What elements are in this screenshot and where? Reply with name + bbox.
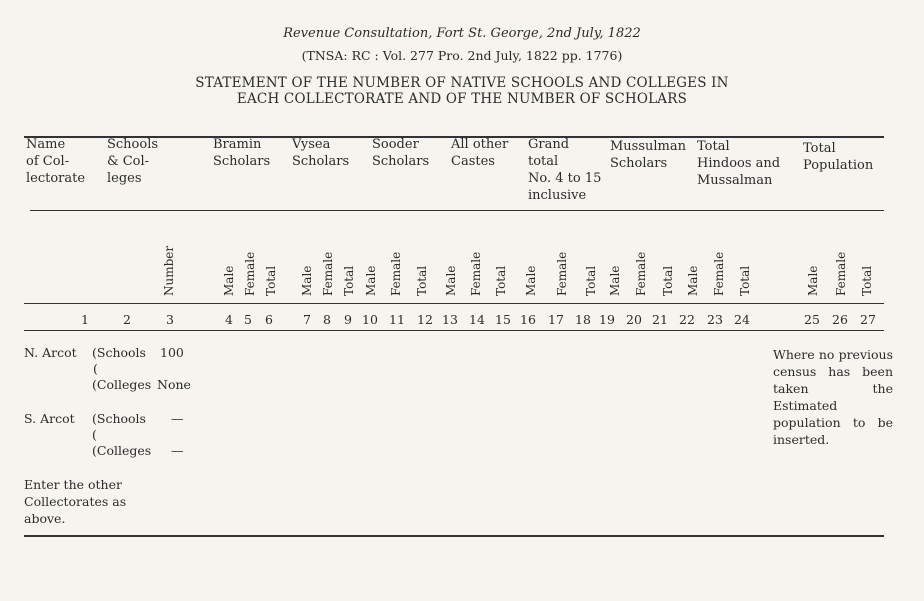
subheader-male: Male [806, 265, 820, 296]
column-number: 1 [81, 312, 89, 327]
header-mussulman-scholars: Mussulman Scholars [610, 139, 687, 171]
row-north-arcot-colleges-label: (Colleges [92, 377, 152, 392]
table-bottom-rule [24, 535, 884, 537]
column-number: 25 [804, 312, 820, 327]
column-number: 5 [244, 312, 252, 327]
column-number: 27 [860, 312, 876, 327]
column-number: 4 [225, 312, 233, 327]
subheader-total: Total [860, 265, 874, 296]
row-north-arcot-schools-label: (Schools [92, 345, 146, 360]
subheader-female: Female [634, 251, 648, 296]
row-south-arcot-schools-label: (Schools [92, 411, 146, 426]
subheader-total: Total [661, 265, 675, 296]
column-number: 13 [442, 312, 458, 327]
column-number: 15 [495, 312, 511, 327]
enter-other-collectorates-note: Enter the other Collectorates as above. [24, 477, 127, 526]
column-number: 9 [344, 312, 352, 327]
column-number: 7 [303, 312, 311, 327]
title-line-2: EACH COLLECTORATE AND OF THE NUMBER OF SCHOLARS [236, 91, 688, 107]
header-total-hindoos-mussalman: Total Hindoos and Mussalman [697, 139, 781, 188]
row-south-arcot-name: S. Arcot [24, 411, 75, 426]
column-number: 20 [626, 312, 642, 327]
header-divider-rule [30, 210, 884, 211]
subheader-female: Female [834, 251, 848, 296]
column-number: 14 [469, 312, 485, 327]
column-number: 19 [599, 312, 615, 327]
subheader-total: Total [494, 265, 508, 296]
citation-line-1: Revenue Consultation, Fort St. George, 2nd July, 1822 [283, 26, 641, 41]
subheader-female: Female [712, 251, 726, 296]
population-note: Where no previous census has been taken the Estimated population to be inserted. [773, 347, 893, 447]
subheader-total: Total [342, 265, 356, 296]
header-name-of-collectorate: Name of Col- lectorate [26, 137, 86, 186]
subheader-number: Number [162, 245, 176, 296]
row-north-arcot-name: N. Arcot [24, 345, 77, 360]
subheader-female: Female [469, 251, 483, 296]
column-number: 10 [362, 312, 378, 327]
column-number: 16 [520, 312, 536, 327]
subheader-female: Female [555, 251, 569, 296]
header-schools-colleges: Schools & Col- leges [107, 137, 159, 186]
column-number: 22 [679, 312, 695, 327]
column-number: 18 [575, 312, 591, 327]
subheader-female: Female [389, 251, 403, 296]
subheader-total: Total [415, 265, 429, 296]
statement-title [0, 75, 924, 107]
column-number: 11 [389, 312, 405, 327]
subheader-male: Male [364, 265, 378, 296]
row-south-arcot-paren: ( [92, 427, 97, 442]
header-bramin-scholars: Bramin Scholars [213, 137, 271, 169]
subheader-divider-rule [24, 303, 884, 304]
column-number: 3 [166, 312, 174, 327]
header-vysea-scholars: Vysea Scholars [292, 137, 350, 169]
column-number: 6 [265, 312, 273, 327]
subheader-male: Male [686, 265, 700, 296]
subheader-male: Male [524, 265, 538, 296]
column-number: 17 [548, 312, 564, 327]
subheader-female: Female [321, 251, 335, 296]
column-number: 23 [707, 312, 723, 327]
subheader-female: Female [243, 251, 257, 296]
subheader-total: Total [738, 265, 752, 296]
header-total-population: Total Population [803, 141, 874, 173]
header-all-other-castes: All other Castes [451, 137, 509, 169]
row-north-arcot-colleges-value: None [157, 377, 191, 392]
subheader-total: Total [584, 265, 598, 296]
row-north-arcot-paren: ( [93, 361, 98, 376]
row-north-arcot-schools-value: 100 [160, 345, 184, 360]
subheader-male: Male [300, 265, 314, 296]
citation-line-2: (TNSA: RC : Vol. 277 Pro. 2nd July, 1822 pp. 1776) [301, 48, 623, 63]
column-number: 21 [652, 312, 668, 327]
column-number-rule [24, 330, 884, 331]
column-number: 8 [323, 312, 331, 327]
row-south-arcot-schools-value: — [171, 411, 184, 426]
header-grand-total: Grand total No. 4 to 15 inclusive [528, 137, 602, 203]
subheader-male: Male [608, 265, 622, 296]
subheader-male: Male [444, 265, 458, 296]
column-number: 12 [417, 312, 433, 327]
title-line-1: STATEMENT OF THE NUMBER OF NATIVE SCHOOLS AND COLLEGES IN [195, 75, 729, 91]
column-number: 26 [832, 312, 848, 327]
row-south-arcot-colleges-value: — [171, 443, 184, 458]
column-number: 2 [123, 312, 131, 327]
header-sooder-scholars: Sooder Scholars [372, 137, 430, 169]
subheader-total: Total [264, 265, 278, 296]
subheader-male: Male [222, 265, 236, 296]
row-south-arcot-colleges-label: (Colleges [92, 443, 152, 458]
column-number: 24 [734, 312, 750, 327]
